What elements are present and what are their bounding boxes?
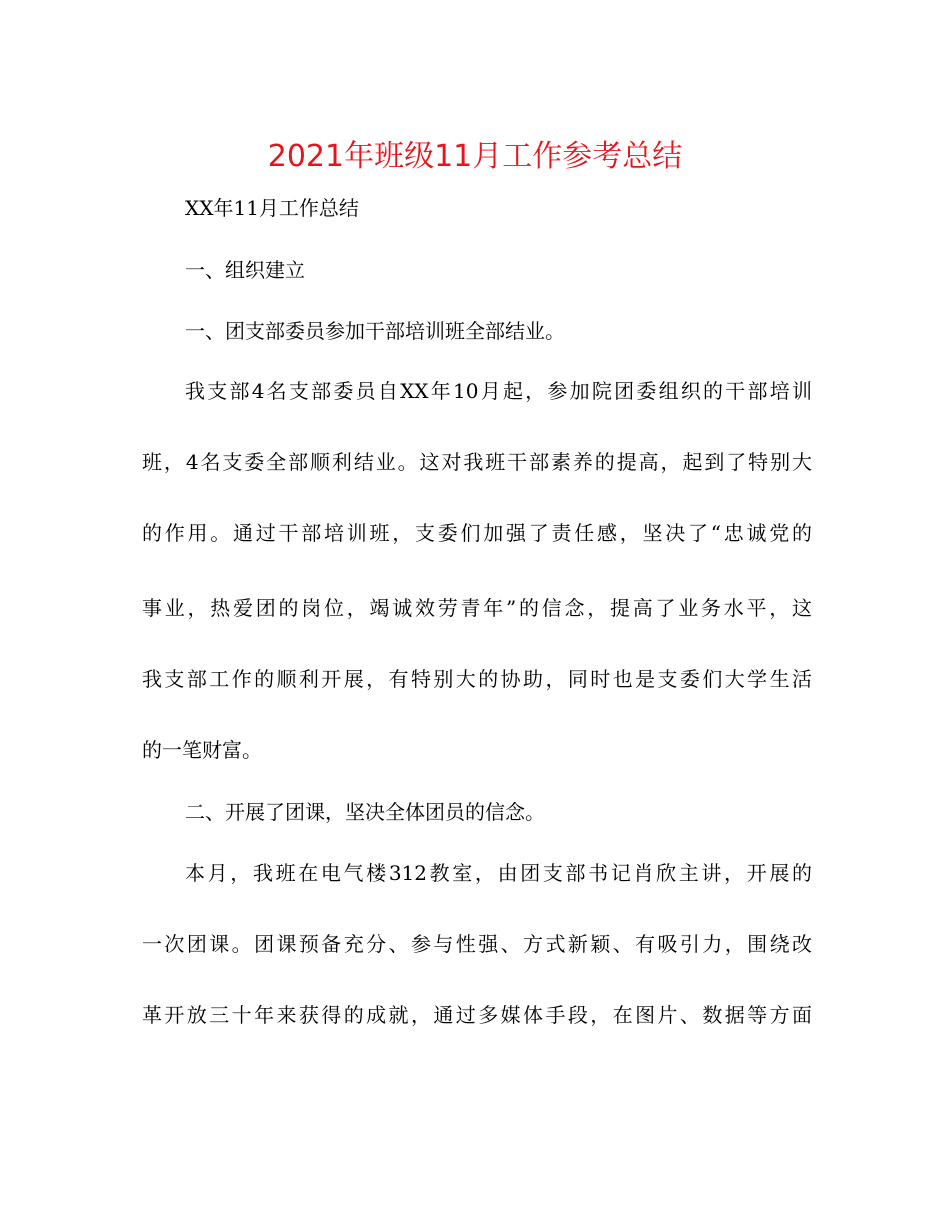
paragraph-line: 革开放三十年来获得的成就，通过多媒体手段，在图片、数据等方面	[142, 1003, 812, 1027]
paragraph-line: 二、开展了团课，坚决全体团员的信念。	[185, 800, 545, 824]
paragraph-line: 一、组织建立	[185, 258, 305, 282]
paragraph-line: 一、团支部委员参加干部培训班全部结业。	[185, 319, 565, 343]
paragraph-line: 的作用。通过干部培训班，支委们加强了责任感，坚决了“忠诚党的	[142, 521, 812, 545]
paragraph-line: 一次团课。团课预备充分、参与性强、方式新颖、有吸引力，围绕改	[142, 932, 812, 956]
paragraph-line: 事业，热爱团的岗位，竭诚效劳青年”的信念，提高了业务水平，这	[142, 596, 812, 620]
paragraph-line: 的一笔财富。	[142, 738, 262, 762]
paragraph-line: 本月，我班在电气楼312教室，由团支部书记肖欣主讲，开展的	[185, 861, 812, 885]
paragraph-line: 我支部工作的顺利开展，有特别大的协助，同时也是支委们大学生活	[142, 667, 812, 691]
paragraph-line: XX年11月工作总结	[185, 196, 359, 220]
document-title: 2021年班级11月工作参考总结	[267, 139, 683, 174]
paragraph-line: 我支部4名支部委员自XX年10月起，参加院团委组织的干部培训	[185, 379, 812, 403]
paragraph-line: 班，4名支委全部顺利结业。这对我班干部素养的提高，起到了特别大	[142, 450, 812, 474]
